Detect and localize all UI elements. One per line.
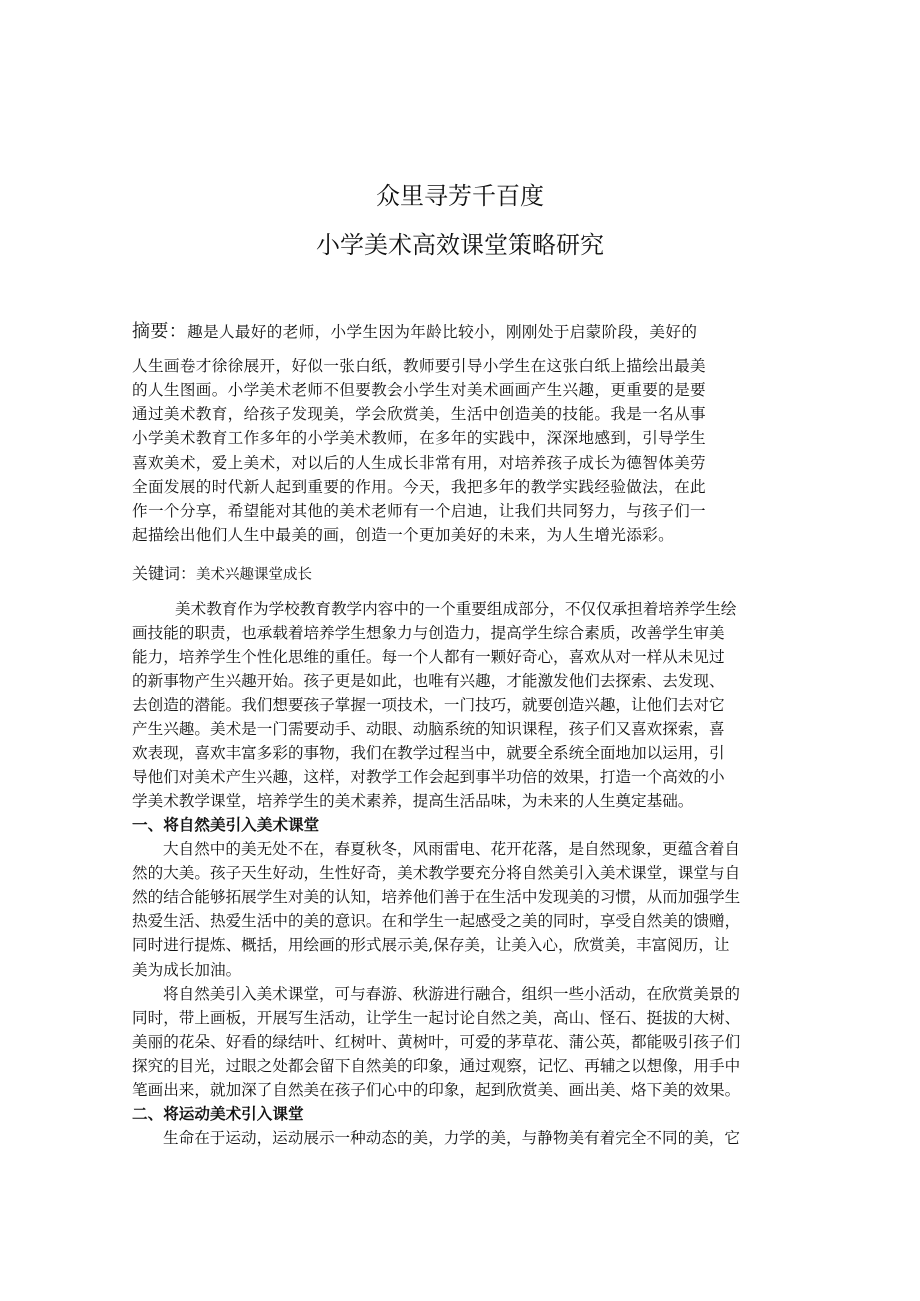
- paragraph-line: 将自然美引入美术课堂，可与春游、秋游进行融合，组织一些小活动，在欣赏美景的: [163, 985, 740, 1003]
- paragraph-line: 笔画出来，就加深了自然美在孩子们心中的印象，起到欣赏美、画出美、烙下美的效果。: [132, 1081, 741, 1099]
- paragraph-line: 欢表现，喜欢丰富多彩的事物，我们在教学过程当中，就要全系统全面地加以运用，引: [132, 744, 725, 762]
- section2-heading: 二、将运动美术引入课堂: [132, 1105, 304, 1123]
- paragraph-line: 去创造的潜能。我们想要孩子掌握一项技术，一门技巧，就要创造兴趣，让他们去对它: [132, 696, 725, 714]
- abstract-line: 人生画卷才徐徐展开，好似一张白纸，教师要引导小学生在这张白纸上描绘出最美: [132, 357, 706, 375]
- paragraph-line: 生命在于运动，运动展示一种动态的美，力学的美，与静物美有着完全不同的美，它: [163, 1129, 740, 1147]
- document-title-line1: 众里寻芳千百度: [376, 182, 544, 210]
- abstract-line: 的人生图画。小学美术老师不但要教会小学生对美术画画产生兴趣，更重要的是要: [132, 381, 706, 399]
- paragraph-line: 学美术教学课堂，培养学生的美术素养，提高生活品味，为未来的人生奠定基础。: [132, 792, 694, 810]
- paragraph-line: 导他们对美术产生兴趣，这样，对教学工作会起到事半功倍的效果，打造一个高效的小: [132, 768, 725, 786]
- paragraph-line: 同时，带上画板，开展写生活动，让学生一起讨论自然之美，高山、怪石、挺拔的大树、: [132, 1009, 741, 1027]
- paragraph-line: 热爱生活、热爱生活中的美的意识。在和学生一起感受之美的同时，享受自然美的馈赠，: [132, 912, 741, 930]
- paragraph-line: 然的结合能够拓展学生对美的认知，培养他们善于在生活中发现美的习惯，从而加强学生: [132, 888, 741, 906]
- abstract-line: 通过美术教育，给孩子发现美，学会欣赏美，生活中创造美的技能。我是一名从事: [132, 405, 706, 423]
- paragraph-line: 画技能的职责，也承载着培养学生想象力与创造力，提高学生综合素质，改善学生审美: [132, 624, 725, 642]
- section1-heading: 一、将自然美引入美术课堂: [132, 816, 320, 834]
- paragraph-line: 产生兴趣。美术是一门需要动手、动眼、动脑系统的知识课程，孩子们又喜欢探索，喜: [132, 720, 725, 738]
- abstract-line: 趣是人最好的老师，小学生因为年龄比较小，刚刚处于启蒙阶段，美好的: [187, 323, 698, 341]
- paragraph-line: 美丽的花朵、好看的绿结叶、红树叶、黄树叶，可爱的茅草花、蒲公英，都能吸引孩子们: [132, 1033, 741, 1051]
- document-title-line2: 小学美术高效课堂策略研究: [316, 231, 604, 259]
- abstract-line: 起描绘出他们人生中最美的画，创造一个更加美好的未来，为人生增光添彩。: [132, 526, 675, 544]
- paragraph-line: 美术教育作为学校教育教学内容中的一个重要组成部分，不仅仅承担着培养学生绘: [175, 600, 737, 618]
- keywords-value: 美术兴趣课堂成长: [196, 567, 313, 583]
- paragraph-line: 大自然中的美无处不在，春夏秋冬，风雨雷电、花开花落，是自然现象，更蕴含着自: [163, 840, 740, 858]
- paragraph-line: 的新事物产生兴趣开始。孩子更是如此，也唯有兴趣，才能激发他们去探索、去发现、: [132, 672, 725, 690]
- paragraph-line: 探究的目光，过眼之处都会留下自然美的印象，通过观察，记忆、再辅之以想像，用手中: [132, 1057, 741, 1075]
- keywords-label: 关键词：: [132, 564, 197, 583]
- abstract-line: 作一个分享，希望能对其他的美术老师有一个启迪，让我们共同努力，与孩子们一: [132, 502, 706, 520]
- abstract-first-line: [132, 322, 697, 342]
- paragraph-line: 然的大美。孩子天生好动，生性好奇，美术教学要充分将自然美引入美术课堂，课堂与自: [132, 864, 741, 882]
- abstract-line: 喜欢美术，爱上美术，对以后的人生成长非常有用，对培养孩子成长为德智体美劳: [132, 454, 706, 472]
- abstract-label: 摘要：: [132, 321, 188, 342]
- paragraph-line: 同时进行提炼、概括，用绘画的形式展示美,保存美，让美入心，欣赏美，丰富阅历，让: [132, 936, 730, 954]
- paragraph-line: 美为成长加油。: [132, 961, 242, 979]
- abstract-line: 小学美术教育工作多年的小学美术教师，在多年的实践中，深深地感到，引导学生: [132, 429, 706, 447]
- abstract-line: 全面发展的时代新人起到重要的作用。今天，我把多年的教学实践经验做法，在此: [132, 478, 706, 496]
- keywords-line: [132, 564, 312, 585]
- paragraph-line: 能力，培养学生个性化思维的重任。每一个人都有一颗好奇心，喜欢从对一样从未见过: [132, 648, 725, 666]
